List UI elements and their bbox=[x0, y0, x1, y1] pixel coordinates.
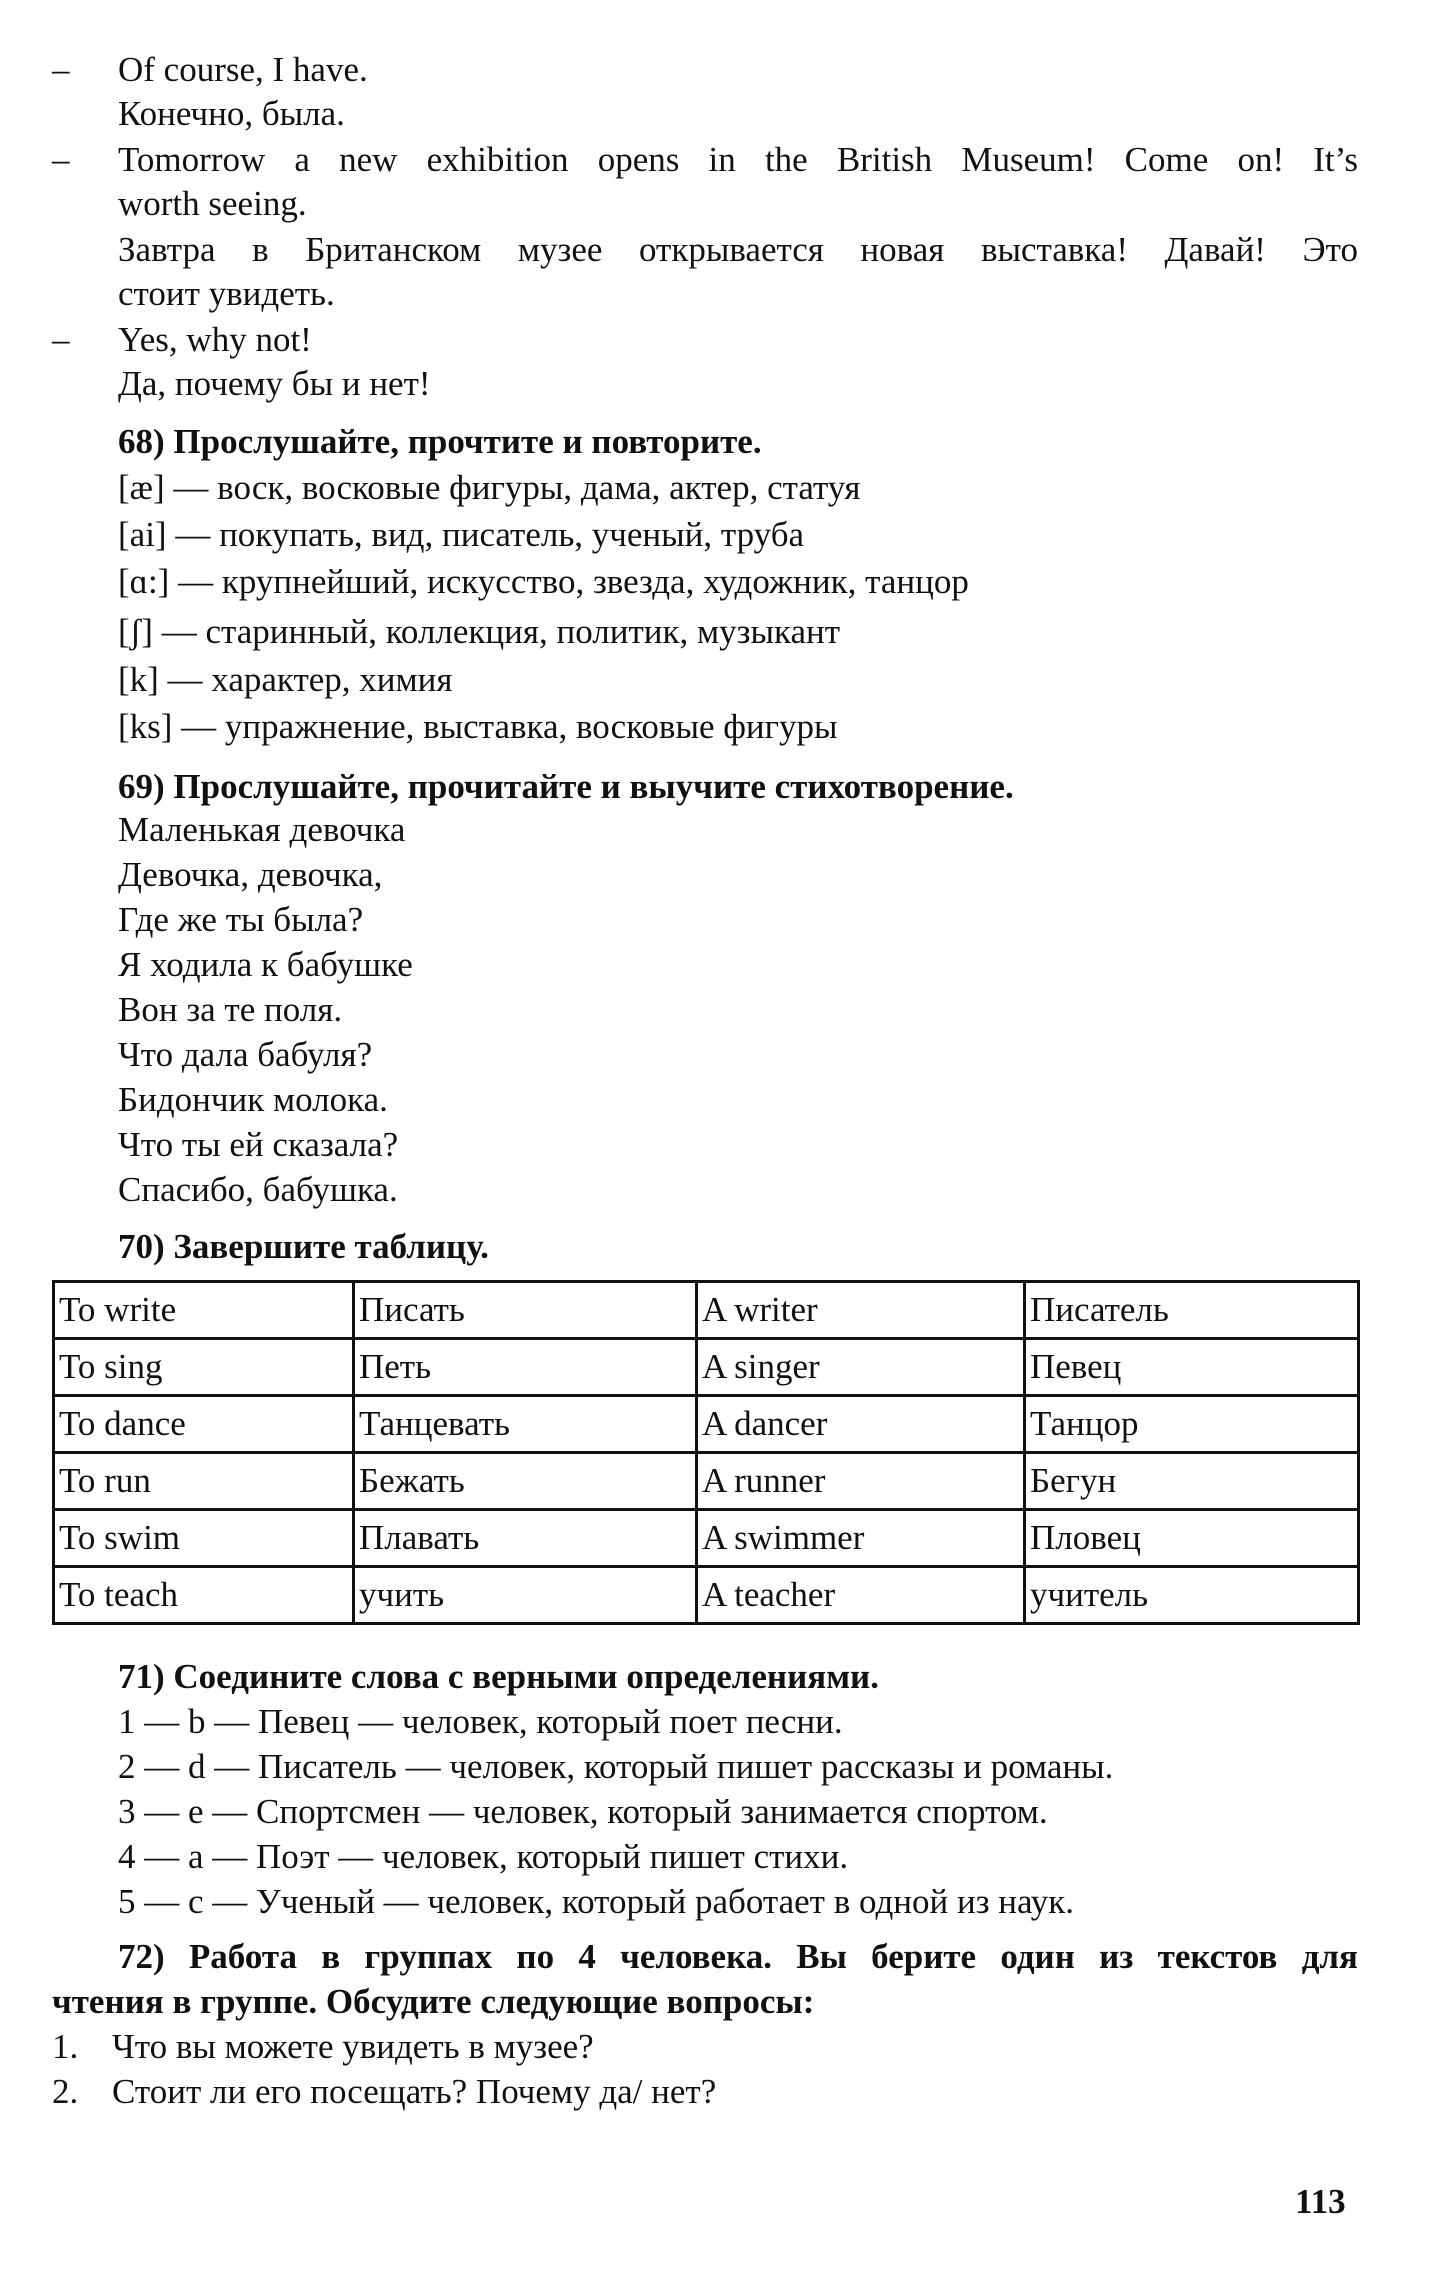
dialogue-line-en: Of course, I have. bbox=[118, 50, 368, 89]
poem-line: Бидончик молока. bbox=[118, 1080, 388, 1119]
table-cell: To dance bbox=[54, 1396, 354, 1453]
table-row bbox=[54, 1567, 1359, 1624]
table-cell: A singer bbox=[697, 1339, 1025, 1396]
poem-line: Маленькая девочка bbox=[118, 810, 406, 849]
match-line: 1 — b — Певец — человек, который поет песни. bbox=[118, 1702, 843, 1741]
dialogue-line-ru: Да, почему бы и нет! bbox=[118, 364, 431, 403]
dialogue-line-en: worth seeing. bbox=[118, 184, 307, 223]
table-cell: Танцор bbox=[1025, 1396, 1359, 1453]
phonetic-line: [æ] — воск, восковые фигуры, дама, актер, статуя bbox=[118, 468, 861, 507]
dialogue-line-en: Tomorrow a new exhibition opens in the British Museum! Come on! It’s bbox=[118, 140, 1358, 179]
poem-line: Я ходила к бабушке bbox=[118, 945, 413, 984]
table-cell: Писатель bbox=[1025, 1282, 1359, 1339]
match-line: 5 — c — Ученый — человек, который работает в одной из наук. bbox=[118, 1882, 1075, 1921]
table-cell: To swim bbox=[54, 1510, 354, 1567]
table-row bbox=[54, 1396, 1359, 1453]
table-row bbox=[54, 1339, 1359, 1396]
table-row bbox=[54, 1510, 1359, 1567]
exercise-70-title: 70) Завершите таблицу. bbox=[118, 1227, 489, 1266]
table-cell: Танцевать bbox=[354, 1396, 697, 1453]
match-line: 4 — a — Поэт — человек, который пишет стихи. bbox=[118, 1837, 849, 1876]
question-text: Стоит ли его посещать? Почему да/ нет? bbox=[112, 2072, 717, 2111]
table-cell: учить bbox=[354, 1567, 697, 1624]
exercise-69-title: 69) Прослушайте, прочитайте и выучите стихотворение. bbox=[118, 767, 1014, 806]
dialogue-line-en: Yes, why not! bbox=[118, 320, 312, 359]
poem-line: Вон за те поля. bbox=[118, 990, 343, 1029]
dialogue-dash: – bbox=[52, 50, 70, 89]
dialogue-dash: – bbox=[52, 320, 70, 359]
phonetic-line: [ʃ] — старинный, коллекция, политик, музыкант bbox=[118, 612, 841, 651]
poem-line: Спасибо, бабушка. bbox=[118, 1170, 398, 1209]
poem-line: Девочка, девочка, bbox=[118, 855, 383, 894]
phonetic-line: [k] — характер, химия bbox=[118, 660, 453, 699]
table-cell: To sing bbox=[54, 1339, 354, 1396]
page-number: 113 bbox=[1295, 2182, 1346, 2221]
table-cell: A runner bbox=[697, 1453, 1025, 1510]
exercise-72-title-cont: чтения в группе. Обсудите следующие вопросы: bbox=[52, 1982, 815, 2021]
dialogue-dash: – bbox=[52, 140, 70, 179]
table-cell: A dancer bbox=[697, 1396, 1025, 1453]
dialogue-line-ru: Завтра в Британском музее открывается новая выставка! Давай! Это bbox=[118, 230, 1358, 269]
dialogue-line-ru: стоит увидеть. bbox=[118, 274, 335, 313]
table-cell: Писать bbox=[354, 1282, 697, 1339]
table-cell: Пловец bbox=[1025, 1510, 1359, 1567]
phonetic-line: [ɑ:] — крупнейший, искусство, звезда, художник, танцор bbox=[118, 562, 969, 601]
poem-line: Что ты ей сказала? bbox=[118, 1125, 399, 1164]
phonetic-line: [ai] — покупать, вид, писатель, ученый, труба bbox=[118, 515, 805, 554]
table-row bbox=[54, 1282, 1359, 1339]
poem-line: Где же ты была? bbox=[118, 900, 364, 939]
table-cell: Певец bbox=[1025, 1339, 1359, 1396]
exercise-68-title: 68) Прослушайте, прочтите и повторите. bbox=[118, 422, 762, 461]
question-text: Что вы можете увидеть в музее? bbox=[112, 2027, 594, 2066]
poem-line: Что дала бабуля? bbox=[118, 1035, 373, 1074]
table-cell: To write bbox=[54, 1282, 354, 1339]
exercise-72-title: 72) Работа в группах по 4 человека. Вы берите один из текстов для bbox=[118, 1937, 1358, 1976]
dialogue-line-ru: Конечно, была. bbox=[118, 94, 345, 133]
table-cell: A swimmer bbox=[697, 1510, 1025, 1567]
question-number: 1. bbox=[52, 2027, 79, 2066]
table-cell: To teach bbox=[54, 1567, 354, 1624]
table-cell: Плавать bbox=[354, 1510, 697, 1567]
table-cell: A writer bbox=[697, 1282, 1025, 1339]
table-cell: Бегун bbox=[1025, 1453, 1359, 1510]
question-number: 2. bbox=[52, 2072, 79, 2111]
table-cell: Бежать bbox=[354, 1453, 697, 1510]
table-cell: To run bbox=[54, 1453, 354, 1510]
phonetic-line: [ks] — упражнение, выставка, восковые фигуры bbox=[118, 707, 838, 746]
table-cell: Петь bbox=[354, 1339, 697, 1396]
table-cell: A teacher bbox=[697, 1567, 1025, 1624]
word-table bbox=[52, 1280, 1360, 1625]
match-line: 3 — e — Спортсмен — человек, который занимается спортом. bbox=[118, 1792, 1048, 1831]
exercise-71-title: 71) Соедините слова с верными определениями. bbox=[118, 1657, 879, 1696]
match-line: 2 — d — Писатель — человек, который пишет рассказы и романы. bbox=[118, 1747, 1114, 1786]
table-cell: учитель bbox=[1025, 1567, 1359, 1624]
table-row bbox=[54, 1453, 1359, 1510]
